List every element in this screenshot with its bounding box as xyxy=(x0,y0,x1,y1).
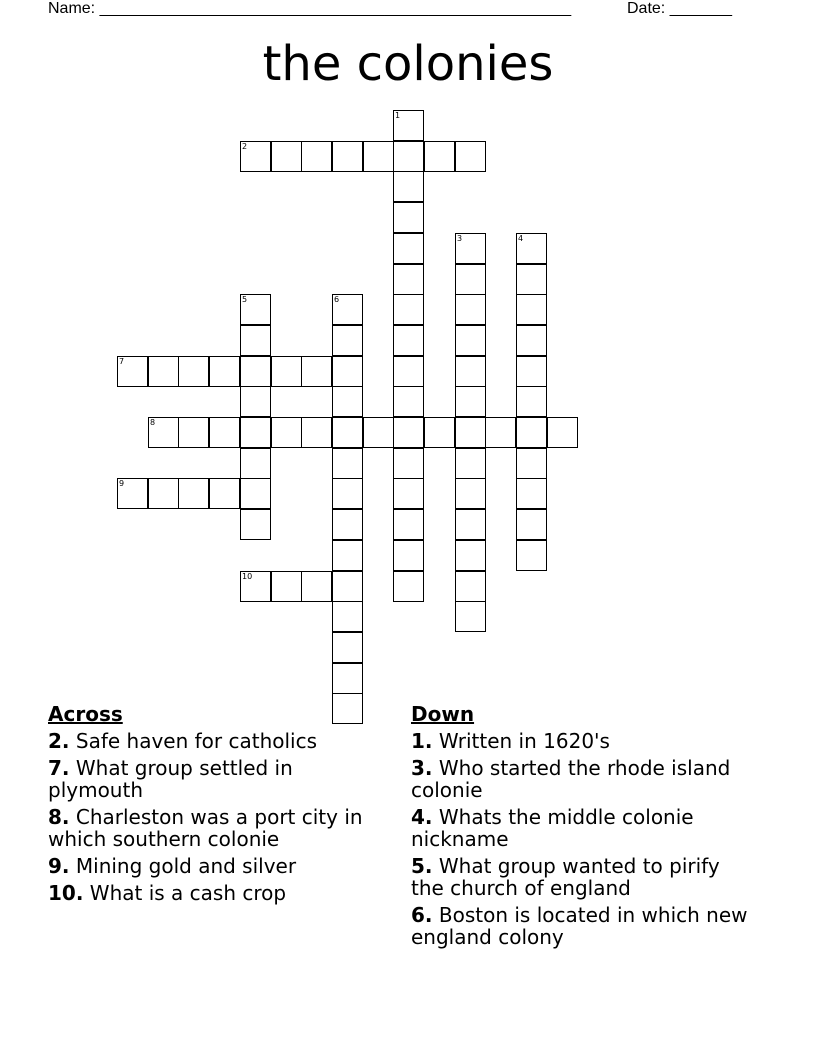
grid-cell[interactable] xyxy=(332,294,363,325)
grid-cell[interactable] xyxy=(332,141,363,172)
grid-cell[interactable] xyxy=(271,141,302,172)
grid-cell[interactable] xyxy=(240,571,271,602)
grid-cell[interactable] xyxy=(271,356,302,387)
cell-number: 9 xyxy=(119,479,125,488)
grid-cell[interactable] xyxy=(332,540,363,571)
clue-number: 10. xyxy=(48,881,84,905)
grid-cell[interactable] xyxy=(178,356,209,387)
cell-number: 3 xyxy=(457,234,463,243)
grid-cell[interactable] xyxy=(455,294,486,325)
across-clues xyxy=(48,702,393,909)
grid-cell[interactable] xyxy=(117,478,148,509)
date-field[interactable]: Date: _______ xyxy=(627,0,732,17)
clue-text: What group wanted to pirify the church of england xyxy=(411,854,720,900)
down-clues xyxy=(411,702,751,953)
grid-cell[interactable] xyxy=(455,478,486,509)
grid-cell[interactable] xyxy=(209,417,240,448)
clue-text: Charleston was a port city in which southern colonie xyxy=(48,805,363,851)
grid-cell[interactable] xyxy=(209,478,240,509)
grid-cell[interactable] xyxy=(455,386,486,417)
clue-number: 9. xyxy=(48,854,70,878)
clue-text: What group settled in plymouth xyxy=(48,756,293,802)
grid-cell[interactable] xyxy=(393,110,424,141)
grid-cell[interactable] xyxy=(455,448,486,479)
grid-cell[interactable] xyxy=(301,356,332,387)
grid-cell[interactable] xyxy=(424,417,455,448)
grid-cell[interactable] xyxy=(332,663,363,694)
grid-cell[interactable] xyxy=(393,171,424,202)
cell-number: 4 xyxy=(518,234,524,243)
grid-cell[interactable] xyxy=(393,294,424,325)
grid-cell[interactable] xyxy=(455,571,486,602)
grid-cell[interactable] xyxy=(455,601,486,632)
grid-cell[interactable] xyxy=(240,478,271,509)
grid-cell[interactable] xyxy=(455,540,486,571)
grid-cell[interactable] xyxy=(547,417,578,448)
clue-number: 6. xyxy=(411,903,433,927)
clue-across-7 xyxy=(48,757,393,801)
grid-cell[interactable] xyxy=(240,356,271,387)
grid-cell[interactable] xyxy=(516,448,547,479)
grid-cell[interactable] xyxy=(393,264,424,295)
grid-cell[interactable] xyxy=(240,325,271,356)
grid-cell[interactable] xyxy=(424,141,455,172)
grid-cell[interactable] xyxy=(301,141,332,172)
name-field[interactable]: Name: _____________________________________________________ xyxy=(48,0,572,17)
grid-cell[interactable] xyxy=(301,417,332,448)
grid-cell[interactable] xyxy=(332,601,363,632)
clue-number: 2. xyxy=(48,729,70,753)
grid-cell[interactable] xyxy=(516,509,547,540)
clue-text: Whats the middle colonie nickname xyxy=(411,805,694,851)
grid-cell[interactable] xyxy=(393,478,424,509)
clue-down-6 xyxy=(411,904,751,948)
grid-cell[interactable] xyxy=(455,356,486,387)
grid-cell[interactable] xyxy=(148,356,179,387)
grid-cell[interactable] xyxy=(455,417,486,448)
grid-cell[interactable] xyxy=(363,141,394,172)
grid-cell[interactable] xyxy=(240,294,271,325)
grid-cell[interactable] xyxy=(148,478,179,509)
grid-cell[interactable] xyxy=(271,571,302,602)
clue-text: Who started the rhode island colonie xyxy=(411,756,731,802)
grid-cell[interactable] xyxy=(393,356,424,387)
grid-cell[interactable] xyxy=(240,448,271,479)
cell-number: 8 xyxy=(150,418,156,427)
grid-cell[interactable] xyxy=(516,356,547,387)
clue-number: 7. xyxy=(48,756,70,780)
grid-cell[interactable] xyxy=(178,478,209,509)
grid-cell[interactable] xyxy=(363,417,394,448)
clue-number: 3. xyxy=(411,756,433,780)
cell-number: 2 xyxy=(242,142,248,151)
grid-cell[interactable] xyxy=(516,233,547,264)
grid-cell[interactable] xyxy=(240,509,271,540)
grid-cell[interactable] xyxy=(332,509,363,540)
grid-cell[interactable] xyxy=(178,417,209,448)
cell-number: 5 xyxy=(242,295,248,304)
clue-number: 8. xyxy=(48,805,70,829)
clue-across-9 xyxy=(48,855,393,877)
grid-cell[interactable] xyxy=(393,233,424,264)
grid-cell[interactable] xyxy=(485,417,516,448)
grid-cell[interactable] xyxy=(393,141,424,172)
clue-text: Safe haven for catholics xyxy=(75,729,318,753)
clue-down-1 xyxy=(411,730,751,752)
grid-cell[interactable] xyxy=(393,325,424,356)
grid-cell[interactable] xyxy=(516,417,547,448)
grid-cell[interactable] xyxy=(393,448,424,479)
grid-cell[interactable] xyxy=(332,325,363,356)
clue-down-4 xyxy=(411,806,751,850)
grid-cell[interactable] xyxy=(516,294,547,325)
clue-across-8 xyxy=(48,806,393,850)
grid-cell[interactable] xyxy=(455,509,486,540)
cell-number: 7 xyxy=(119,357,125,366)
clue-down-3 xyxy=(411,757,751,801)
grid-cell[interactable] xyxy=(393,509,424,540)
page-title: the colonies xyxy=(262,36,554,92)
grid-cell[interactable] xyxy=(455,264,486,295)
grid-cell[interactable] xyxy=(455,233,486,264)
clue-number: 1. xyxy=(411,729,433,753)
grid-cell[interactable] xyxy=(393,202,424,233)
grid-cell[interactable] xyxy=(240,417,271,448)
clue-number: 4. xyxy=(411,805,433,829)
grid-cell[interactable] xyxy=(240,386,271,417)
cell-number: 10 xyxy=(242,572,253,581)
grid-cell[interactable] xyxy=(393,417,424,448)
grid-cell[interactable] xyxy=(240,141,271,172)
grid-cell[interactable] xyxy=(332,448,363,479)
clue-text: Mining gold and silver xyxy=(75,854,297,878)
clue-number: 5. xyxy=(411,854,433,878)
cell-number: 1 xyxy=(395,111,401,120)
clue-text: Written in 1620's xyxy=(438,729,610,753)
grid-cell[interactable] xyxy=(332,417,363,448)
grid-cell[interactable] xyxy=(516,386,547,417)
clue-across-10 xyxy=(48,882,393,904)
grid-cell[interactable] xyxy=(455,325,486,356)
grid-cell[interactable] xyxy=(209,356,240,387)
grid-cell[interactable] xyxy=(393,540,424,571)
clue-across-2 xyxy=(48,730,393,752)
grid-cell[interactable] xyxy=(516,540,547,571)
down-heading: Down xyxy=(411,702,475,726)
grid-cell[interactable] xyxy=(117,356,148,387)
clue-down-5 xyxy=(411,855,751,899)
across-heading: Across xyxy=(48,702,123,726)
grid-cell[interactable] xyxy=(516,325,547,356)
grid-cell[interactable] xyxy=(332,478,363,509)
cell-number: 6 xyxy=(334,295,340,304)
clue-text: What is a cash crop xyxy=(89,881,287,905)
grid-cell[interactable] xyxy=(516,264,547,295)
grid-cell[interactable] xyxy=(455,141,486,172)
grid-cell[interactable] xyxy=(332,632,363,663)
grid-cell[interactable] xyxy=(393,571,424,602)
clue-text: Boston is located in which new england colony xyxy=(411,903,748,949)
grid-cell[interactable] xyxy=(516,478,547,509)
grid-cell[interactable] xyxy=(301,571,332,602)
grid-cell[interactable] xyxy=(393,386,424,417)
grid-cell[interactable] xyxy=(148,417,179,448)
grid-cell[interactable] xyxy=(332,356,363,387)
grid-cell[interactable] xyxy=(271,417,302,448)
grid-cell[interactable] xyxy=(332,571,363,602)
grid-cell[interactable] xyxy=(332,386,363,417)
